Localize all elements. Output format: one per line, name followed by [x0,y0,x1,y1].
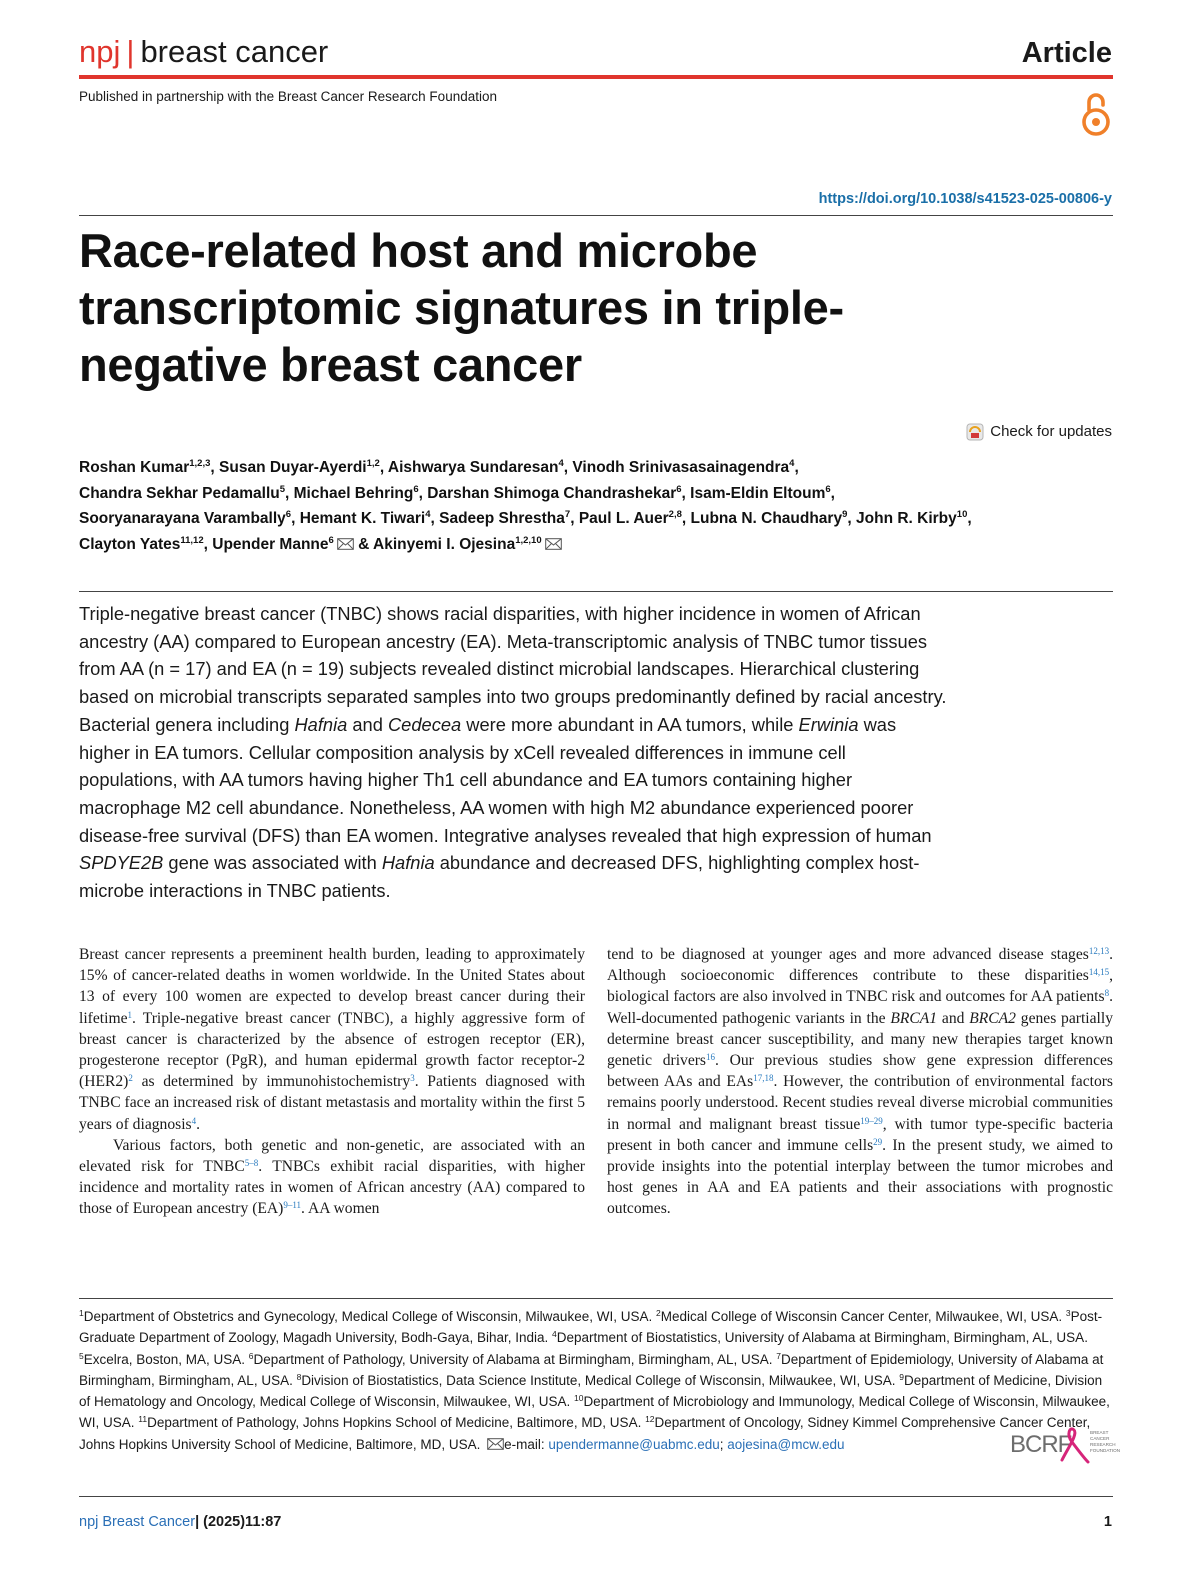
abstract-italic-term: SPDYE2B [79,852,164,874]
journal-name: breast cancer [140,34,329,69]
affiliation-text: Medical College of Wisconsin Cancer Center, Milwaukee, WI, USA. [660,1309,1066,1324]
author-name: Akinyemi I. Ojesina [373,535,516,553]
footer-rule [79,1496,1113,1497]
citation-ref-link[interactable]: 1 [127,1009,132,1020]
body-text: Breast cancer represents a preeminent health burden, leading to approximately 15% of cancer-related deaths in women worldwide. In the United States about 13 of every 100 women are expected to develop breast cancer during their lifetime [79,946,585,1027]
header-rule [79,75,1113,79]
abstract-italic-term: Cedecea [387,713,462,735]
author [79,510,291,527]
check-for-updates-label: Check for updates [990,423,1112,440]
abstract-italic-term: Erwinia [798,713,859,735]
abstract [79,600,949,905]
body-text: . However, the contribution of environmental factors remains poorly understood. Recent studies reveal diverse microbial communities in normal and malignant breast tissue [607,1073,1113,1133]
check-for-updates-button[interactable] [966,422,1112,442]
bcrf-logo [1010,1424,1121,1466]
affiliation-text: Department of Obstetrics and Gynecology, Medical College of Wisconsin, Milwaukee, WI, USA. [83,1309,656,1324]
author [579,510,682,527]
page-number: 1 [1103,1514,1112,1530]
author-affiliation-sup: 5 [279,483,286,495]
affiliation-number: 7 [776,1350,781,1361]
email-link[interactable]: upendermanne@uabmc.edu [548,1436,720,1452]
body-text: , biological factors are also involved in TNBC risk and outcomes for AA patients [607,967,1113,1006]
footer-volume: | (2025)11:87 [195,1514,282,1530]
author-name: Chandra Sekhar Pedamallu [79,484,280,502]
doi-link[interactable]: https://doi.org/10.1038/s41523-025-00806-y [818,191,1112,207]
affiliation-number: 1 [79,1308,84,1318]
author [690,485,831,502]
author-name: Clayton Yates [79,535,181,553]
journal-masthead [79,32,328,72]
affiliation-text: Post-Graduate Department of Zoology, Magadh University, Bodh-Gaya, Bihar, India. [79,1309,1103,1346]
author-name: Isam-Eldin Eltoum [690,484,826,502]
citation-ref-link[interactable]: 5–8 [244,1158,259,1169]
author-list: Roshan Kumar$^{1,2,3}$, Susan Duyar-Ayerdi$^{1,2}$, Aishwarya Sundaresan$^4$, Vinodh Srinivasasainagendra$^4$, Chandra Sekhar Pedamallu$^5$, Michael Behring$^6$, Darshan Shimoga Chandrashekar$^6$, Isam-Eldin Eltoum$^6$, Sooryanarayana Varambally$^6$, Hemant K. Tiwari$^4$, Sadeep Shrestha$^7$, Paul L. Auer$^{2,8}$, Lubna N. Chaudhary$^9$, John R. Kirby$^{10}$, Clayton Yates$^{11,12}$, Upender Manne$^6$ & Akinyemi I. Ojesina$^{1,2,10}$ [79,458,972,553]
affiliation-text: Division of Biostatistics, Data Science Institute, Medical College of Wisconsin, Milwaukee, WI, USA. [301,1372,900,1388]
email-icon[interactable] [487,1438,504,1450]
body-text: . In the present study, we aimed to provide insights into the potential interplay between the tumor microbes and host genes in AA and EA patients and their associations with prognostic outcomes. [607,1136,1113,1218]
author-affiliation-sup: 1,2,10 [515,534,542,546]
body-paragraph [607,944,1113,1220]
doi-rule [79,215,1113,216]
affiliation-text: Department of Pathology, Johns Hopkins School of Medicine, Baltimore, MD, USA. [147,1415,646,1431]
affiliation-text: Excelra, Boston, MA, USA. [83,1351,249,1367]
citation-ref-link[interactable]: 2 [128,1073,133,1084]
author [439,510,570,527]
author-affiliation-sup: 6 [328,534,334,546]
author [373,536,562,553]
affiliation-text: Department of Oncology, Sidney Kimmel Comprehensive Cancer Center, Johns Hopkins University School of Medicine, Baltimore, MD, USA. [79,1415,1091,1452]
author-affiliation-sup: 6 [825,483,831,495]
footer-citation [79,1512,281,1532]
body-text: and [937,1009,970,1027]
author [856,510,967,527]
gene-name: BRCA2 [969,1009,1016,1027]
author [572,459,794,476]
body-text: . Our previous studies show gene expression differences between AAs and EAs [607,1052,1113,1091]
author-affiliation-sup: 9 [842,509,848,520]
body-text: . Triple-negative breast cancer (TNBC), a highly aggressive form of breast cancer is characterized by the absence of estrogen receptor (ER), progesterone receptor (PgR), and human epidermal growth factor receptor-2 (HER2) [79,1009,585,1091]
affiliation-number: 8 [296,1371,302,1382]
author-name: Sooryanarayana Varambally [79,510,286,527]
affiliation-number: 12 [645,1414,655,1425]
author-affiliation-sup: 6 [285,509,292,520]
author-affiliation-sup: 1,2 [366,458,380,469]
body-text: , with tumor type-specific bacteria present in both cancer and immune cells [607,1115,1113,1154]
body-text: . Patients diagnosed with TNBC face an increased risk of distant metastasis and mortality within the first 5 years of diagnosis [79,1073,585,1133]
abstract-italic-term: Hafnia [381,852,435,874]
article-title: Race-related host and microbe transcriptomic signatures in triple-negative breast cancer [79,224,844,391]
citation-ref-link[interactable]: 29 [873,1136,883,1147]
author-name: Hemant K. Tiwari [299,510,426,527]
author [79,459,210,476]
check-for-updates-icon [966,423,984,441]
body-text: . AA women [301,1200,380,1218]
journal-prefix: npj [79,34,121,69]
gene-name: BRCA1 [890,1009,938,1027]
affiliations-rule [79,1298,1113,1299]
citation-ref-link[interactable]: 3 [410,1073,415,1084]
footer-journal-link[interactable]: npj Breast Cancer [79,1514,196,1530]
email-icon[interactable] [337,538,354,550]
affiliation-text: Department of Medicine, Division of Hematology and Oncology, Medical College of Wisconsin, Milwaukee, WI, USA. [79,1372,1103,1410]
author-affiliation-sup: 11,12 [180,534,204,546]
body-text: . TNBCs exhibit racial disparities, with higher incidence and mortality rates in women of African ancestry (AA) compared to those of European ancestry (EA) [79,1158,585,1218]
affiliation-text: Department of Microbiology and Immunology, Medical College of Wisconsin, Milwaukee, WI, USA. [79,1394,1110,1431]
author-affiliation-sup: 4 [789,458,795,469]
author-name: Roshan Kumar [79,459,190,476]
journal-separator: | [126,34,135,69]
body-text: . Well-documented pathogenic variants in the [607,988,1113,1027]
citation-ref-link[interactable]: 8 [1104,988,1110,999]
author-name: Vinodh Srinivasasainagendra [572,459,790,476]
abstract-text: gene was associated with [163,852,382,874]
open-access-icon [1080,90,1112,138]
citation-ref-link[interactable]: 4 [191,1115,197,1126]
author [388,459,564,476]
bcrf-subtitle: BREAST CANCER RESEARCH FOUNDATION [1090,1430,1121,1453]
citation-ref-link[interactable]: 9–11 [283,1200,302,1211]
affiliation-number: 2 [655,1308,661,1318]
author-name: Lubna N. Chaudhary [690,510,843,527]
citation-ref-link[interactable]: 14,15 [1088,967,1110,978]
author-affiliation-sup: 7 [564,509,571,520]
affiliation-number: 6 [248,1350,254,1361]
author [79,536,204,553]
author-name: Sadeep Shrestha [439,510,565,527]
author-affiliation-sup: 4 [425,509,431,520]
affiliation-number: 11 [138,1414,148,1425]
author-affiliation-sup: 6 [413,483,419,495]
email-label: e-mail: [504,1436,549,1452]
abstract-text: abundance and decreased DFS, highlighting complex host-microbe interactions in TNBC patients. [79,852,920,902]
author-name: Michael Behring [293,484,414,502]
affiliation-number: 3 [1065,1308,1071,1318]
body-paragraph [79,944,585,1135]
author-name: Susan Duyar-Ayerdi [219,459,367,476]
body-column-left [79,944,585,1220]
citation-ref-link[interactable]: 16 [706,1052,716,1063]
author [219,459,380,476]
abstract-text: were more abundant in AA tumors, while [461,713,799,735]
affiliation-text: Department of Biostatistics, University of Alabama at Birmingham, Birmingham, AL, USA. [556,1330,1088,1346]
author [294,485,419,502]
affiliation-text: Department of Pathology, University of Alabama at Birmingham, Birmingham, AL, USA. [253,1351,777,1367]
author [691,510,848,527]
citation-ref-link[interactable]: 19–29 [860,1115,883,1126]
author-name: Paul L. Auer [578,510,669,527]
body-text: . [196,1115,201,1133]
bcrf-wordmark: BCRF [1010,1431,1072,1458]
author [79,485,285,502]
email-separator: ; [719,1436,728,1452]
body-text: tend to be diagnosed at younger ages and more advanced disease stages [607,946,1089,963]
affiliation-text: Department of Epidemiology, University of Alabama at Birmingham, Birmingham, AL, USA. [79,1351,1104,1388]
citation-ref-link[interactable]: 17,18 [753,1073,774,1084]
email-icon[interactable] [545,538,562,550]
affiliation-number: 5 [79,1350,84,1361]
author [427,485,681,502]
body-column-right [607,944,1113,1220]
affiliation-number: 4 [552,1329,557,1340]
author-affiliation-sup: 6 [676,483,682,495]
author-name: Aishwarya Sundaresan [387,459,559,476]
body-text: Various factors, both genetic and non-genetic, are associated with an elevated risk for TNBC [79,1136,585,1176]
author-name: John R. Kirby [856,510,957,527]
affiliation-number: 10 [573,1393,584,1404]
article-type-label: Article [1021,37,1112,69]
email-link[interactable]: aojesina@mcw.edu [727,1436,845,1452]
body-text: . Although socioeconomic differences contribute to these disparities [607,946,1113,985]
author-name: Darshan Shimoga Chandrashekar [427,484,677,502]
author-name: Upender Manne [212,535,329,553]
affiliation-number: 9 [899,1371,905,1382]
body-text: as determined by immunohistochemistry [132,1073,411,1091]
partnership-note: Published in partnership with the Breast Cancer Research Foundation [79,89,497,104]
citation-ref-link[interactable]: 12,13 [1088,946,1110,956]
body-paragraph [79,1135,585,1220]
author-affiliation-sup: 10 [956,509,968,520]
author-affiliation-sup: 2,8 [668,509,682,520]
abstract-rule [79,591,1113,592]
abstract-text: was higher in EA tumors. Cellular composition analysis by xCell revealed differences in immune cell populations, with AA tumors having higher Th1 cell abundance and EA tumors containing higher macrophage M2 cell abundance. Nonetheless, AA women with high M2 abundance experienced poorer disease-free survival (DFS) than EA women. Integrative analyses revealed that high expression of human [79,713,932,846]
author [212,536,354,553]
author-affiliation-sup: 4 [558,458,564,469]
author-affiliation-sup: 1,2,3 [189,458,211,469]
body-text: genes partially determine breast cancer susceptibility, and many new therapies target known genetic drivers [607,1009,1114,1070]
abstract-text: and [347,713,388,735]
affiliations-text [79,1306,1113,1455]
abstract-italic-term: Hafnia [294,713,348,735]
abstract-text: Triple-negative breast cancer (TNBC) shows racial disparities, with higher incidence in women of African ancestry (AA) compared to European ancestry (EA). Meta-transcriptomic analysis of TNBC tumor tissues from AA (n = 17) and EA (n = 19) subjects revealed distinct microbial landscapes. Hierarchical clustering based on microbial transcripts separated samples into two groups predominantly defined by racial ancestry. Bacterial genera including [79,603,947,735]
author [300,510,431,527]
affiliations [79,1306,1113,1455]
